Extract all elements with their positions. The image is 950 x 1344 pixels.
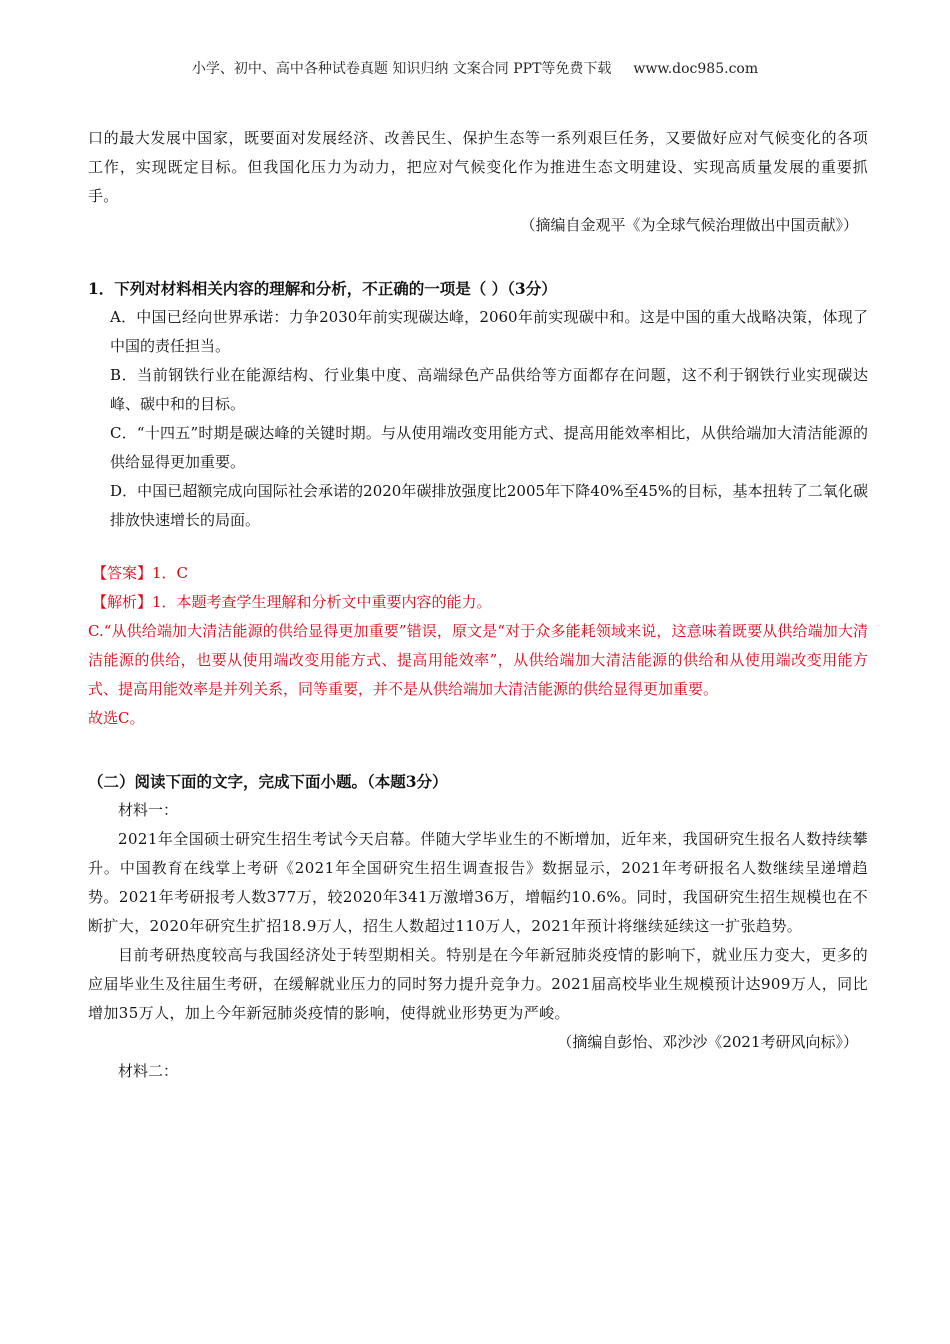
intro-source: （摘编自金观平《为全球气候治理做出中国贡献》）: [520, 216, 858, 234]
material-1-label: 材料一：: [118, 801, 179, 819]
analysis-line: 【解析】1．本题考查学生理解和分析文中重要内容的能力。: [92, 593, 492, 611]
page-header: [0, 58, 950, 78]
question-1-title: 1．下列对材料相关内容的理解和分析，不正确的一项是（ ）（3分）: [88, 279, 557, 298]
header-text: 小学、初中、高中各种试卷真题 知识归纳 文案合同 PPT等免费下载: [191, 61, 612, 77]
option-c: C．“十四五”时期是碳达峰的关键时期。与从使用端改变用能方式、提高用能效率相比，从供给端加大清洁能源的供给显得更加重要。: [110, 424, 868, 471]
conclusion-text: 故选C。: [88, 709, 145, 727]
intro-paragraph: 口的最大发展中国家，既要面对发展经济、改善民生、保护生态等一系列艰巨任务，又要做好应对气候变化的各项工作，实现既定目标。但我国化压力为动力，把应对气候变化作为推进生态文明建设、实现高质量发展的重要抓手。: [88, 129, 868, 205]
material-1-source: （摘编自彭怡、邓沙沙《2021考研风向标》）: [557, 1033, 858, 1051]
material-1-paragraph-1: 2021年全国硕士研究生招生考试今天启幕。伴随大学毕业生的不断增加，近年来，我国研究生报名人数持续攀升。中国教育在线掌上考研《2021年全国研究生招生调查报告》数据显示，2021年考研报名人数继续呈递增趋势。2021年考研报考人数377万，较2020年341万激增36万，增幅约10.6%。同时，我国研究生招生规模也在不断扩大，2020年研究生扩招18.9万人，招生人数超过110万人，2021年预计将继续延续这一扩张趋势。: [88, 830, 868, 935]
header-site: www.doc985.com: [633, 61, 759, 77]
explanation-text: C.“从供给端加大清洁能源的供给显得更加重要”错误，原文是“对于众多能耗领域来说，这意味着既要从供给端加大清洁能源的供给，也要从使用端改变用能方式、提高用能效率”，从供给端加大清洁能源的供给和从使用端改变用能方式、提高用能效率是并列关系，同等重要，并不是从供给端加大清洁能源的供给显得更加重要。: [88, 622, 868, 698]
option-a: A．中国已经向世界承诺：力争2030年前实现碳达峰，2060年前实现碳中和。这是中国的重大战略决策，体现了中国的责任担当。: [110, 308, 868, 355]
answer-line: 【答案】1．C: [92, 564, 189, 582]
option-d: D．中国已超额完成向国际社会承诺的2020年碳排放强度比2005年下降40%至45%的目标，基本扭转了二氧化碳排放快速增长的局面。: [110, 482, 868, 529]
option-b: B．当前钢铁行业在能源结构、行业集中度、高端绿色产品供给等方面都存在问题，这不利于钢铁行业实现碳达峰、碳中和的目标。: [110, 366, 868, 413]
answer-block: [88, 559, 868, 733]
document-body: [88, 124, 868, 1086]
section-2-title: （二）阅读下面的文字，完成下面小题。（本题3分）: [88, 772, 448, 791]
material-2-label: 材料二：: [118, 1062, 179, 1080]
material-1-paragraph-2: 目前考研热度较高与我国经济处于转型期相关。特别是在今年新冠肺炎疫情的影响下，就业压力变大，更多的应届毕业生及往届生考研，在缓解就业压力的同时努力提升竞争力。2021届高校毕业生规模预计达909万人，同比增加35万人，加上今年新冠肺炎疫情的影响，使得就业形势更为严峻。: [88, 946, 868, 1022]
